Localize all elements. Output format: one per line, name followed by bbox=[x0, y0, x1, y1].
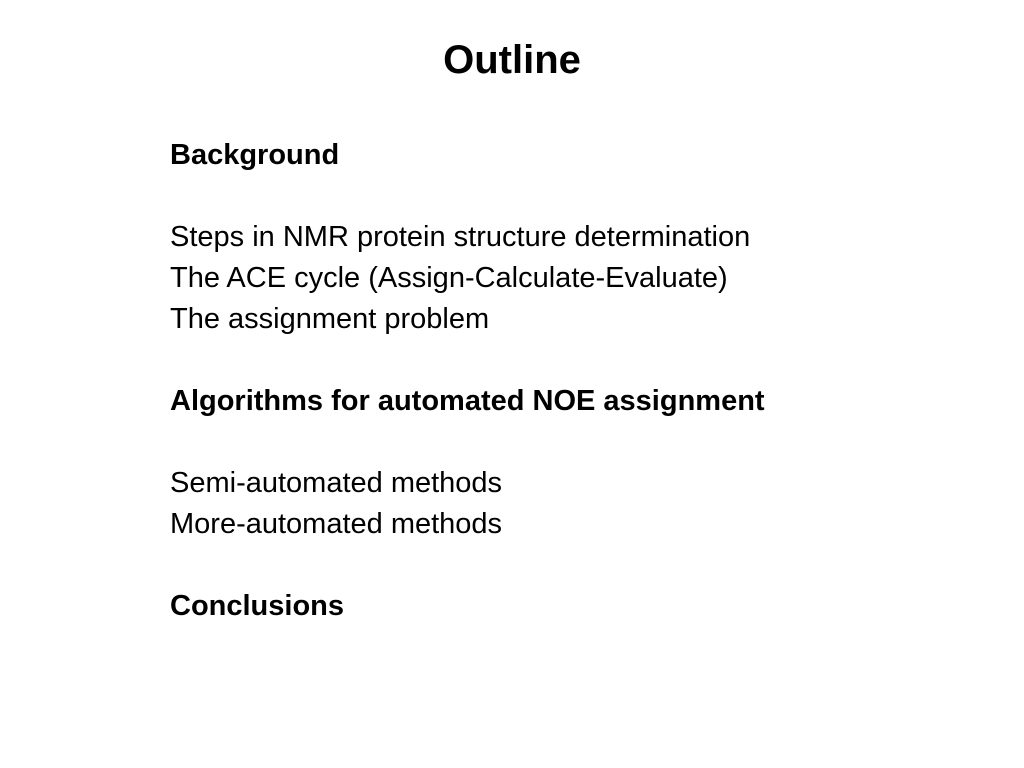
outline-item: The assignment problem bbox=[170, 303, 490, 335]
spacer bbox=[170, 340, 990, 381]
outline-item: More-automated methods bbox=[170, 508, 503, 540]
outline-item: Semi-automated methods bbox=[170, 467, 503, 499]
spacer bbox=[170, 545, 990, 586]
spacer bbox=[170, 176, 990, 217]
section-heading-algorithms: Algorithms for automated NOE assignment bbox=[170, 385, 765, 417]
spacer bbox=[170, 422, 990, 463]
outline-item: Steps in NMR protein structure determination bbox=[170, 221, 751, 253]
slide-title: Outline bbox=[443, 38, 581, 82]
outline-item: The ACE cycle (Assign-Calculate-Evaluate) bbox=[170, 262, 728, 294]
outline-list bbox=[170, 135, 990, 627]
section-heading-conclusions: Conclusions bbox=[170, 590, 345, 622]
section-heading-background: Background bbox=[170, 139, 340, 171]
